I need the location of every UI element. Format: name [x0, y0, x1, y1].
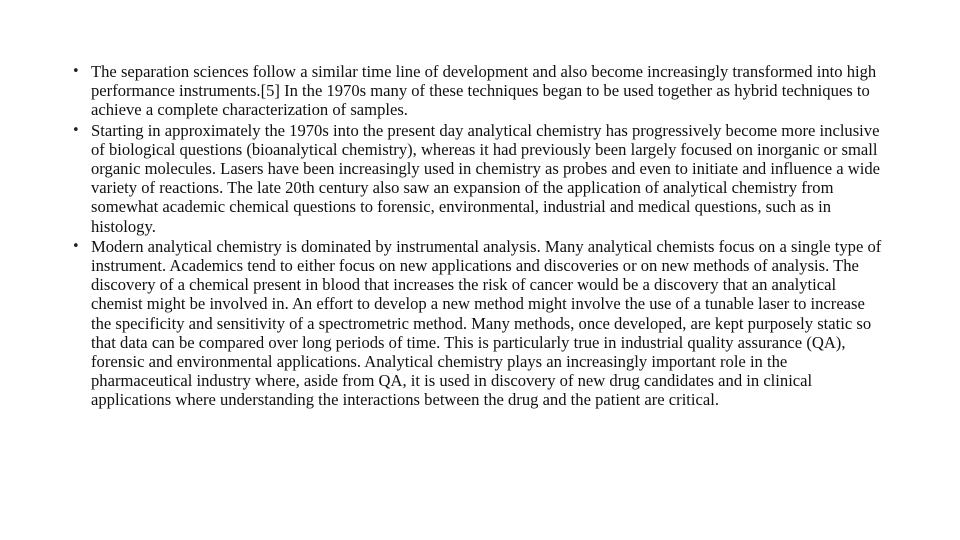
bullet-icon: •	[72, 64, 80, 79]
bullet-item-separation-sciences	[72, 62, 888, 120]
bullet-text: Starting in approximately the 1970s into the present day analytical chemistry has progressively become more inclusive of biological questions (bioanalytical chemistry), whereas it had previously been largely focused on inorganic or small organic molecules. Lasers have been increasingly used in chemistry as probes and even to initiate and influence a wide variety of reactions. The late 20th century also saw an expansion of the application of analytical chemistry from somewhat academic chemical questions to forensic, environmental, industrial and medical questions, such as in histology.	[91, 120, 881, 236]
bullet-icon: •	[72, 238, 80, 254]
bullet-text: The separation sciences follow a similar time line of development and also become increasingly transformed into high performance instruments.[5] In the 1970s many of these techniques began to be used together as hybrid techniques to achieve a complete characterization of samples.	[91, 62, 877, 120]
bullet-icon: •	[72, 122, 80, 138]
bullet-item-bioanalytical	[72, 121, 888, 236]
bullet-item-modern-analytical	[72, 237, 888, 410]
bullet-list	[72, 62, 888, 411]
bullet-text: Modern analytical chemistry is dominated by instrumental analysis. Many analytical chemists focus on a single type of instrument. Academics tend to either focus on new applications and discoveries or on new methods of analysis. The discovery of a chemical present in blood that increases the risk of cancer would be a discovery that an analytical chemist might be involved in. An effort to develop a new method might involve the use of a tunable laser to increase the specificity and sensitivity of a spectrometric method. Many methods, once developed, are kept purposely static so that data can be compared over long periods of time. This is particularly true in industrial quality assurance (QA), forensic and environmental applications. Analytical chemistry plays an increasingly important role in the pharmaceutical industry where, aside from QA, it is used in discovery of new drug candidates and in clinical applications where understanding the interactions between the drug and the patient are critical.	[91, 236, 882, 410]
